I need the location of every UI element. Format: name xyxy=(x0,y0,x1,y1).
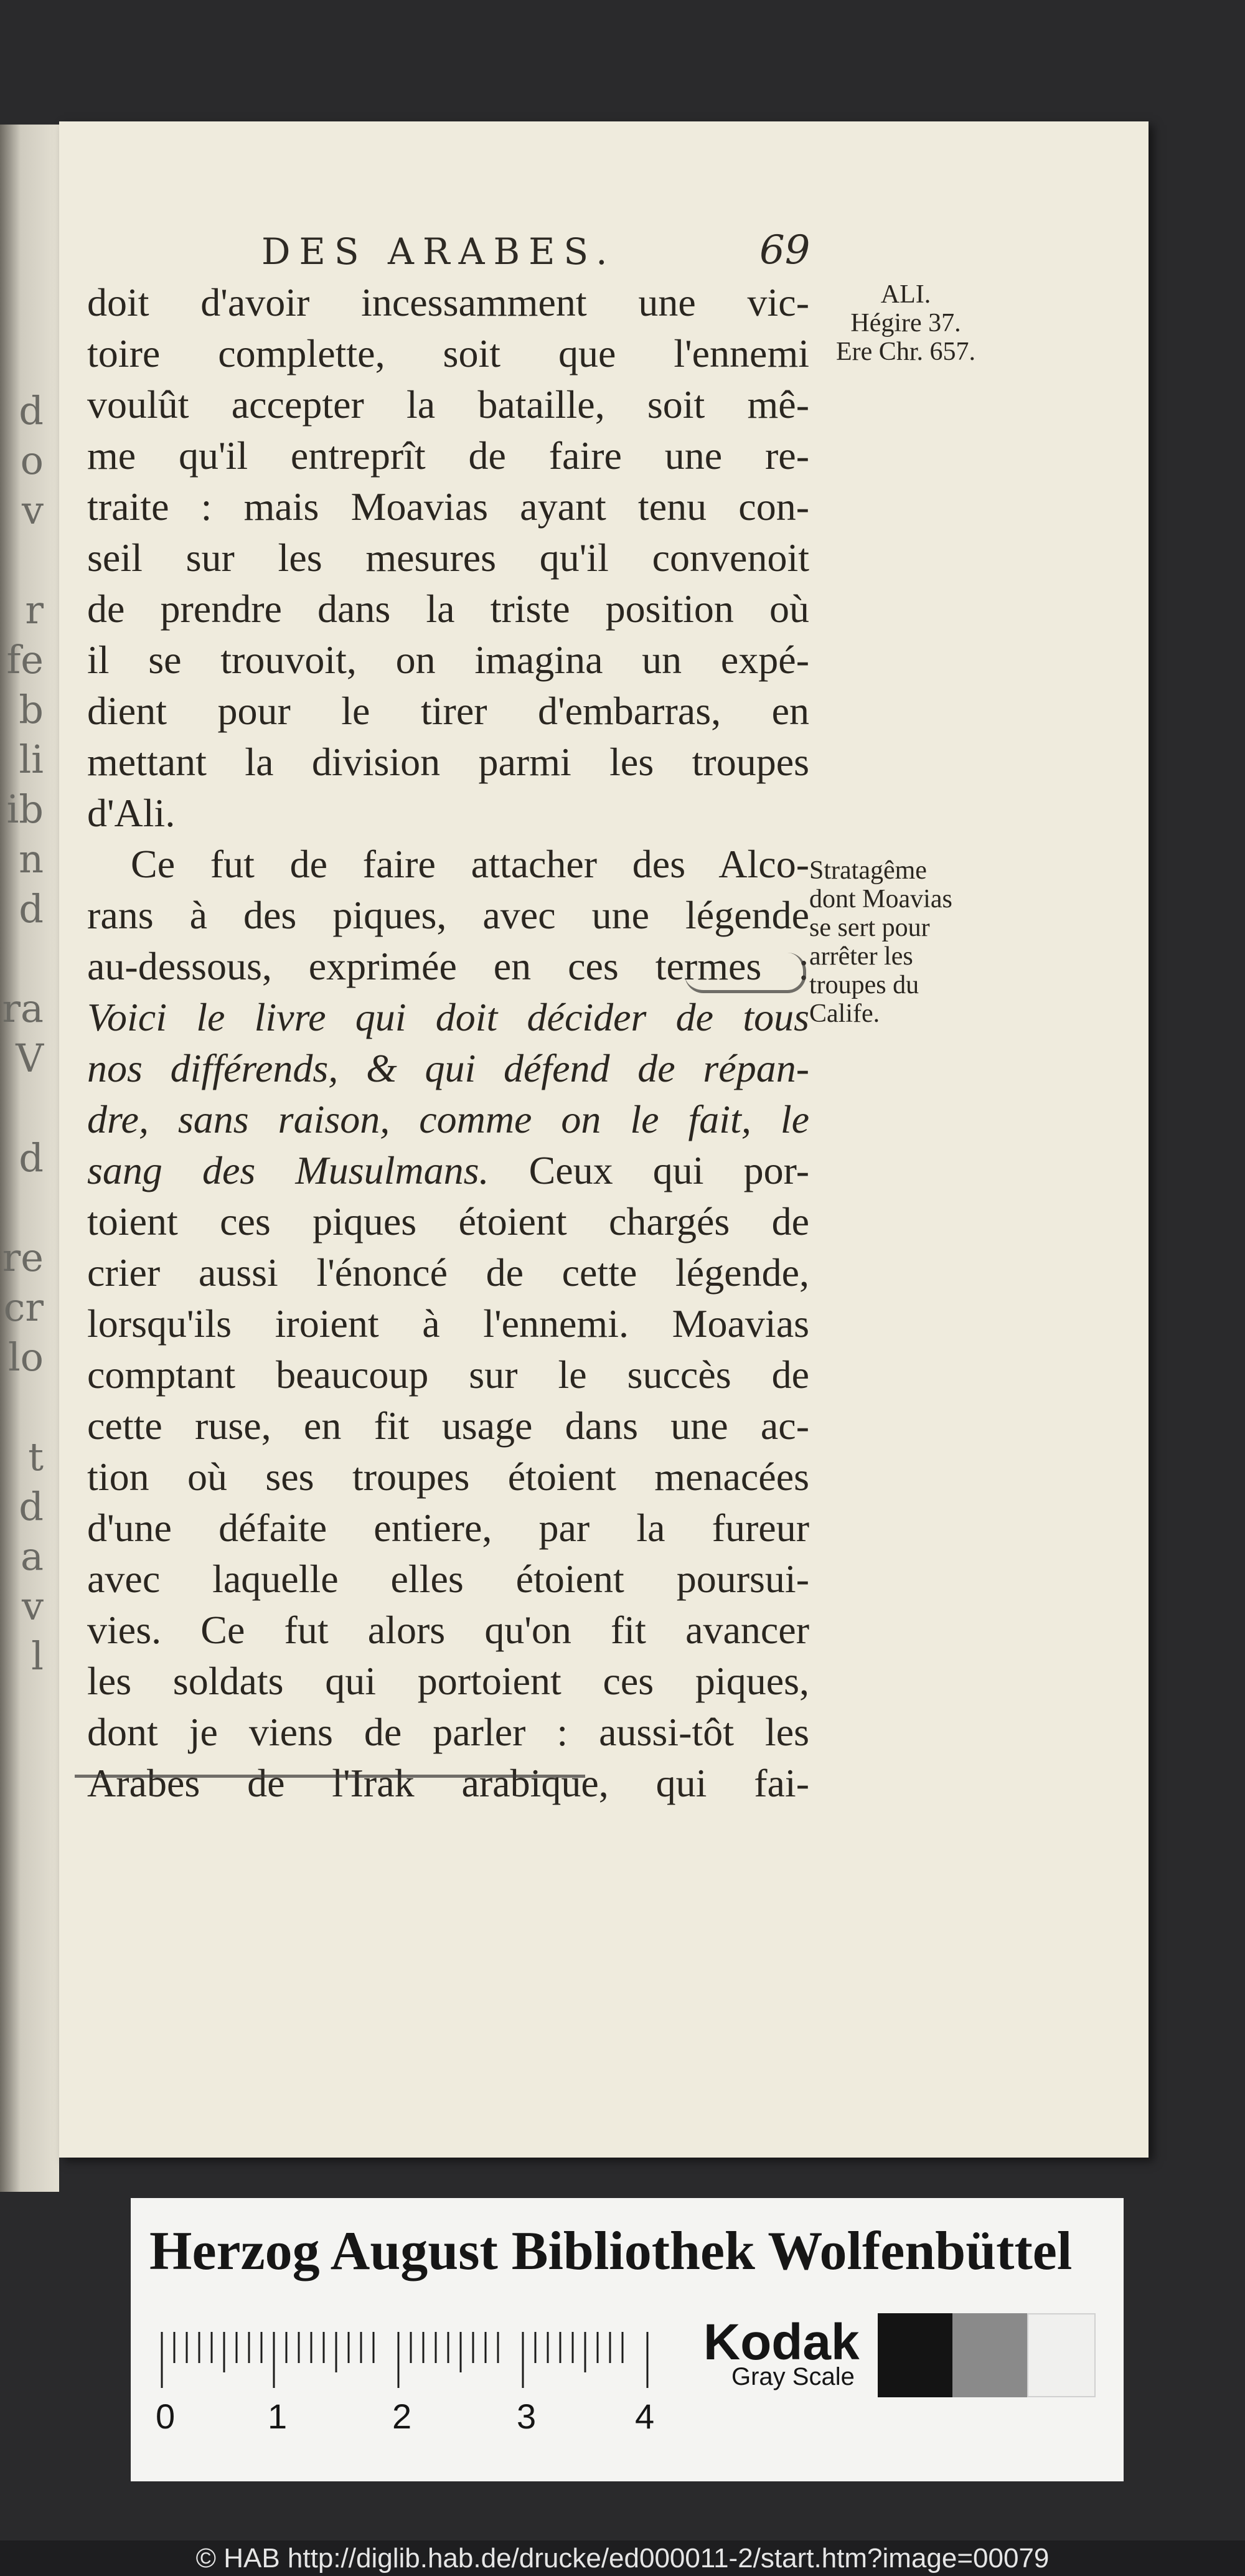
text-line: crier aussi l'énoncé de cette légende, xyxy=(87,1250,809,1295)
text-line xyxy=(87,1145,809,1196)
text-line: nos différends, & qui défend de répan- xyxy=(87,1046,809,1090)
text-line: me qu'il entreprît de faire une re- xyxy=(87,433,809,478)
swatch-black xyxy=(878,2313,952,2397)
text-line: dre, sans raison, comme on le fait, le xyxy=(87,1097,809,1141)
text-line: au-dessous, exprimée en ces termes : xyxy=(87,944,809,988)
adjacent-page-edge xyxy=(0,125,59,2192)
scale-number: 1 xyxy=(268,2397,288,2436)
library-title: Herzog August Bibliothek Wolfenbüttel xyxy=(149,2221,1073,2281)
page-number: 69 xyxy=(759,227,810,273)
margin-note-stratagem xyxy=(809,856,1002,1028)
text-line: vies. Ce fut alors qu'on fit avancer xyxy=(87,1608,809,1652)
scale-number: 4 xyxy=(635,2397,655,2436)
adjacent-page-fragments: d o v r fe b li ib n d ra V d re cr lo t d a v l xyxy=(2,388,44,1679)
margin-note-line: troupes du xyxy=(809,971,919,999)
margin-note-line: Stratagême xyxy=(809,856,927,885)
text-line: Voici le livre qui doit décider de tous xyxy=(87,995,809,1039)
text-line: cette ruse, en fit usage dans une ac- xyxy=(87,1404,809,1448)
margin-note-line: Calife. xyxy=(809,999,880,1028)
text-line: mettant la division parmi les troupes xyxy=(87,740,809,784)
scale-number: 3 xyxy=(517,2397,537,2436)
body-text xyxy=(87,277,809,1809)
margin-note-date xyxy=(809,280,1002,366)
pencil-bracket-mark xyxy=(685,953,806,993)
text-line: dont je viens de parler : aussi-tôt les xyxy=(87,1710,809,1754)
text-line: il se trouvoit, on imagina un expé- xyxy=(87,638,809,682)
margin-note-line: ALI. xyxy=(880,280,931,309)
margin-note-line: dont Moavias xyxy=(809,885,952,913)
text-line: dient pour le tirer d'embarras, en xyxy=(87,689,809,733)
text-line: de prendre dans la triste position où xyxy=(87,587,809,631)
margin-note-line: se sert pour xyxy=(809,913,930,942)
italic-phrase: sang des Musulmans. xyxy=(87,1148,489,1192)
kodak-brand: Kodak xyxy=(703,2314,860,2371)
text-line: rans à des piques, avec une légende xyxy=(87,893,809,937)
ruler-scale xyxy=(156,2313,660,2438)
scale-number: 0 xyxy=(156,2397,176,2436)
text-line: toire complette, soit que l'ennemi xyxy=(87,331,809,375)
text-line: seil sur les mesures qu'il convenoit xyxy=(87,535,809,580)
margin-note-line: arrêter les xyxy=(809,942,913,971)
running-head: DES ARABES. xyxy=(261,230,616,273)
text-line: doit d'avoir incessamment une vic- xyxy=(87,280,809,324)
text-line: Ce fut de faire attacher des Alco- xyxy=(131,842,809,886)
text-line: Arabes de l'Irak arabique, qui fai- xyxy=(87,1761,809,1805)
text-line: d'une défaite entiere, par la fureur xyxy=(87,1506,809,1550)
color-calibration-bar xyxy=(131,2198,1124,2481)
text-line: avec laquelle elles étoient poursui- xyxy=(87,1557,809,1601)
line-tail: Ceux qui por- xyxy=(489,1148,810,1192)
margin-note-line: Ere Chr. 657. xyxy=(836,337,975,366)
text-line: toient ces piques étoient chargés de xyxy=(87,1199,809,1243)
text-line: tion où ses troupes étoient menacées xyxy=(87,1455,809,1499)
margin-note-line: Hégire 37. xyxy=(850,309,961,337)
swatch-white xyxy=(1027,2313,1096,2397)
gray-scale-label: Gray Scale xyxy=(731,2363,855,2390)
pencil-underline-mark xyxy=(75,1756,585,1778)
scale-number: 2 xyxy=(392,2397,412,2436)
text-line: voulût accepter la bataille, soit mê- xyxy=(87,382,809,427)
text-line: comptant beaucoup sur le succès de xyxy=(87,1352,809,1397)
footer-copyright: © HAB http://diglib.hab.de/drucke/ed000011-2/start.htm?image=00079 xyxy=(0,2541,1245,2576)
swatch-gray xyxy=(952,2313,1027,2397)
text-line: lorsqu'ils iroient à l'ennemi. Moavias xyxy=(87,1301,809,1346)
text-line: d'Ali. xyxy=(87,791,176,835)
text-line: les soldats qui portoient ces piques, xyxy=(87,1659,809,1703)
text-line: traite : mais Moavias ayant tenu con- xyxy=(87,484,809,529)
